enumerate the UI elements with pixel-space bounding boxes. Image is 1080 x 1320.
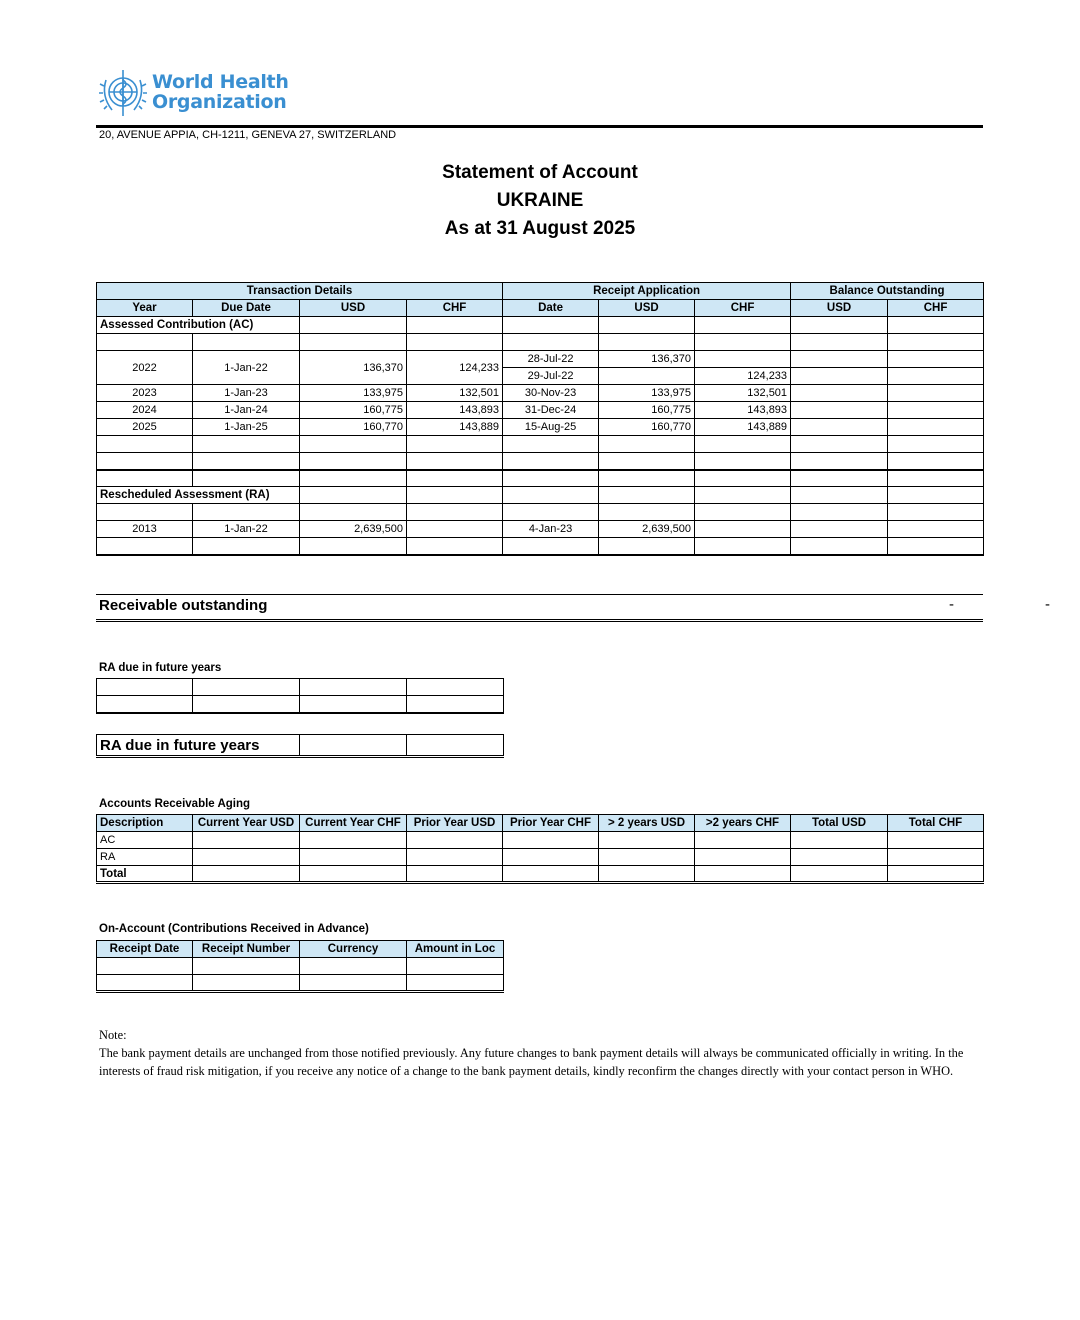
ac-2022-chf: 124,233: [407, 351, 503, 385]
un-emblem-icon: [98, 66, 148, 120]
aging-section-label: Accounts Receivable Aging: [99, 798, 251, 810]
aging-col-current-chf: Current Year CHF: [300, 815, 407, 832]
statement-table: [96, 282, 984, 556]
ac-2025-due: 1-Jan-25: [193, 419, 300, 436]
table-row: [97, 696, 504, 713]
table-row: [97, 504, 984, 521]
ac-2022-date1: 28-Jul-22: [503, 351, 599, 368]
ac-2024-year: 2024: [97, 402, 193, 419]
table-row: [97, 351, 984, 368]
receivable-outstanding: [96, 594, 1050, 622]
ra-usd: 2,639,500: [300, 521, 407, 538]
table-row: [97, 866, 984, 883]
table-row: [97, 679, 504, 696]
ra-label: Rescheduled Assessment (RA): [97, 487, 300, 504]
group-balance: Balance Outstanding: [791, 283, 984, 300]
doc-date: As at 31 August 2025: [444, 218, 636, 239]
org-name-line2: Organization: [152, 91, 287, 113]
ac-2025-rusd: 160,770: [599, 419, 695, 436]
header-rule: [96, 125, 983, 128]
receivable-chf: -: [1045, 596, 1050, 613]
ac-2023-rchf: 132,501: [695, 385, 791, 402]
oa-col-receipt-number: Receipt Number: [193, 941, 300, 958]
column-header-row: [97, 300, 984, 317]
table-row: [97, 975, 504, 992]
org-address: 20, AVENUE APPIA, CH-1211, GENEVA 27, SWITZERLAND: [99, 129, 397, 141]
ac-2024-chf: 143,893: [407, 402, 503, 419]
ra-label-row: [97, 487, 984, 504]
table-row: [97, 832, 984, 849]
aging-col-prior-chf: Prior Year CHF: [503, 815, 599, 832]
aging-col-total-chf: Total CHF: [888, 815, 984, 832]
ac-2022-due: 1-Jan-22: [193, 351, 300, 385]
table-row: [97, 470, 984, 487]
ac-2025-chf: 143,889: [407, 419, 503, 436]
col-balance-usd: USD: [791, 300, 888, 317]
table-row: [97, 958, 504, 975]
ac-2025-rchf: 143,889: [695, 419, 791, 436]
on-account-section-label: On-Account (Contributions Received in Advance): [99, 923, 369, 935]
ac-2023-date: 30-Nov-23: [503, 385, 599, 402]
table-row: [97, 385, 984, 402]
group-header-row: [97, 283, 984, 300]
table-row: [97, 521, 984, 538]
aging-col-2y-chf: >2 years CHF: [695, 815, 791, 832]
ac-2023-chf: 132,501: [407, 385, 503, 402]
ra-rusd: 2,639,500: [599, 521, 695, 538]
oa-col-receipt-date: Receipt Date: [97, 941, 193, 958]
aging-col-description: Description: [97, 815, 193, 832]
receivable-usd: -: [949, 596, 954, 613]
ac-2025-usd: 160,770: [300, 419, 407, 436]
col-usd: USD: [300, 300, 407, 317]
group-receipt: Receipt Application: [503, 283, 791, 300]
doc-country: UKRAINE: [496, 190, 584, 211]
who-logo: [96, 66, 296, 122]
org-name: [152, 72, 289, 112]
ra-future-total-label: RA due in future years: [97, 735, 300, 757]
table-row: [97, 402, 984, 419]
oa-col-amount: Amount in Loc: [407, 941, 504, 958]
table-row: [97, 453, 984, 470]
col-year: Year: [97, 300, 193, 317]
aging-col-prior-usd: Prior Year USD: [407, 815, 503, 832]
col-balance-chf: CHF: [888, 300, 984, 317]
table-row: [97, 538, 984, 555]
doc-title: Statement of Account: [442, 162, 638, 183]
group-transaction: Transaction Details: [97, 283, 503, 300]
col-date: Date: [503, 300, 599, 317]
ac-2022-year: 2022: [97, 351, 193, 385]
col-receipt-chf: CHF: [695, 300, 791, 317]
table-row: [97, 849, 984, 866]
col-chf: CHF: [407, 300, 503, 317]
ac-2024-rchf: 143,893: [695, 402, 791, 419]
ac-label: Assessed Contribution (AC): [97, 317, 300, 334]
ac-2023-usd: 133,975: [300, 385, 407, 402]
ac-2025-date: 15-Aug-25: [503, 419, 599, 436]
ac-2022-date2: 29-Jul-22: [503, 368, 599, 385]
col-due-date: Due Date: [193, 300, 300, 317]
ac-2023-rusd: 133,975: [599, 385, 695, 402]
ac-2022-rchf2: 124,233: [695, 368, 791, 385]
table-row: [97, 436, 984, 453]
aging-col-current-usd: Current Year USD: [193, 815, 300, 832]
on-account-header-row: [97, 941, 504, 958]
aging-col-2y-usd: > 2 years USD: [599, 815, 695, 832]
ac-label-row: [97, 317, 984, 334]
aging-row-total: Total: [97, 866, 193, 883]
ac-2024-date: 31-Dec-24: [503, 402, 599, 419]
ra-due: 1-Jan-22: [193, 521, 300, 538]
table-row: [97, 334, 984, 351]
org-name-line1: World Health: [152, 71, 289, 93]
ac-2025-year: 2025: [97, 419, 193, 436]
aging-col-total-usd: Total USD: [791, 815, 888, 832]
ra-future-section-label: RA due in future years: [99, 662, 222, 674]
ac-2023-year: 2023: [97, 385, 193, 402]
col-receipt-usd: USD: [599, 300, 695, 317]
note: [99, 1026, 989, 1080]
aging-table: [96, 814, 984, 884]
ra-future-total-table: [96, 734, 504, 758]
ra-future-total-row: [97, 735, 504, 757]
aging-row-ra: RA: [97, 849, 193, 866]
ra-date: 4-Jan-23: [503, 521, 599, 538]
ra-future-table: [96, 678, 504, 714]
aging-header-row: [97, 815, 984, 832]
oa-col-currency: Currency: [300, 941, 407, 958]
ac-2023-due: 1-Jan-23: [193, 385, 300, 402]
table-row: [97, 419, 984, 436]
ac-2024-rusd: 160,775: [599, 402, 695, 419]
on-account-table: [96, 940, 504, 993]
ac-2022-usd: 136,370: [300, 351, 407, 385]
ac-2022-rusd1: 136,370: [599, 351, 695, 368]
note-text: The bank payment details are unchanged from those notified previously. Any future changes to bank payment details will always be communicated officially in writing. In the interests of fraud risk mitigation, if you receive any notice of a change to the bank payment details, kindly reconfirm the changes directly with your contact person in WHO.: [99, 1046, 964, 1078]
ac-2024-due: 1-Jan-24: [193, 402, 300, 419]
ac-2024-usd: 160,775: [300, 402, 407, 419]
note-heading: Note:: [99, 1028, 127, 1042]
ra-year: 2013: [97, 521, 193, 538]
receivable-label: Receivable outstanding: [99, 597, 268, 614]
aging-row-ac: AC: [97, 832, 193, 849]
